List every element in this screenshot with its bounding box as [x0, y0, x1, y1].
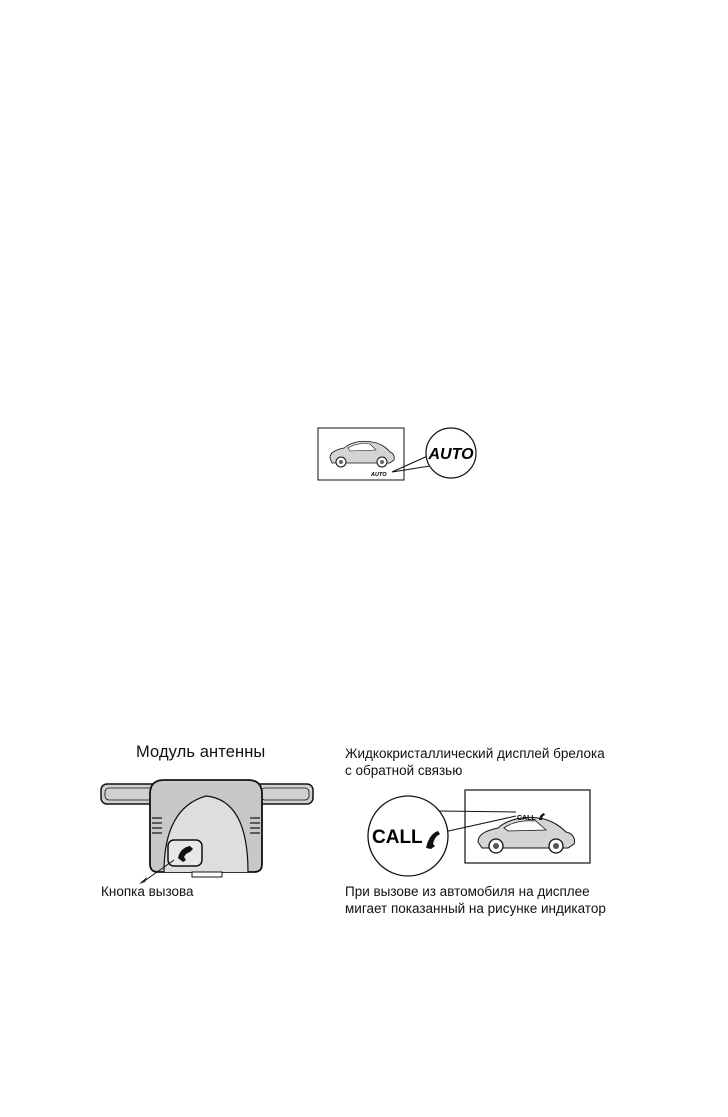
callout-call-label: CALL	[372, 827, 423, 848]
note-line2: мигает показанный на рисунке индикатор	[345, 901, 606, 916]
call-button-caption: Кнопка вызова	[101, 884, 194, 899]
antenna-module-figure	[98, 776, 316, 886]
lcd-title-line1: Жидкокристаллический дисплей брелока	[345, 746, 605, 761]
lcd-call-label: CALL	[517, 815, 536, 822]
note-line1: При вызове из автомобиля на дисплее	[345, 884, 590, 899]
callout-auto-label: AUTO	[428, 446, 474, 463]
lcd-auto-label: AUTO	[371, 472, 387, 478]
call-indicator-figure	[364, 786, 594, 882]
antenna-wing-right	[255, 784, 313, 804]
auto-indicator-figure	[310, 424, 485, 484]
antenna-module-title: Модуль антенны	[136, 743, 266, 761]
lcd-title-line2: с обратной связью	[345, 763, 463, 778]
call-button[interactable]	[168, 840, 202, 866]
